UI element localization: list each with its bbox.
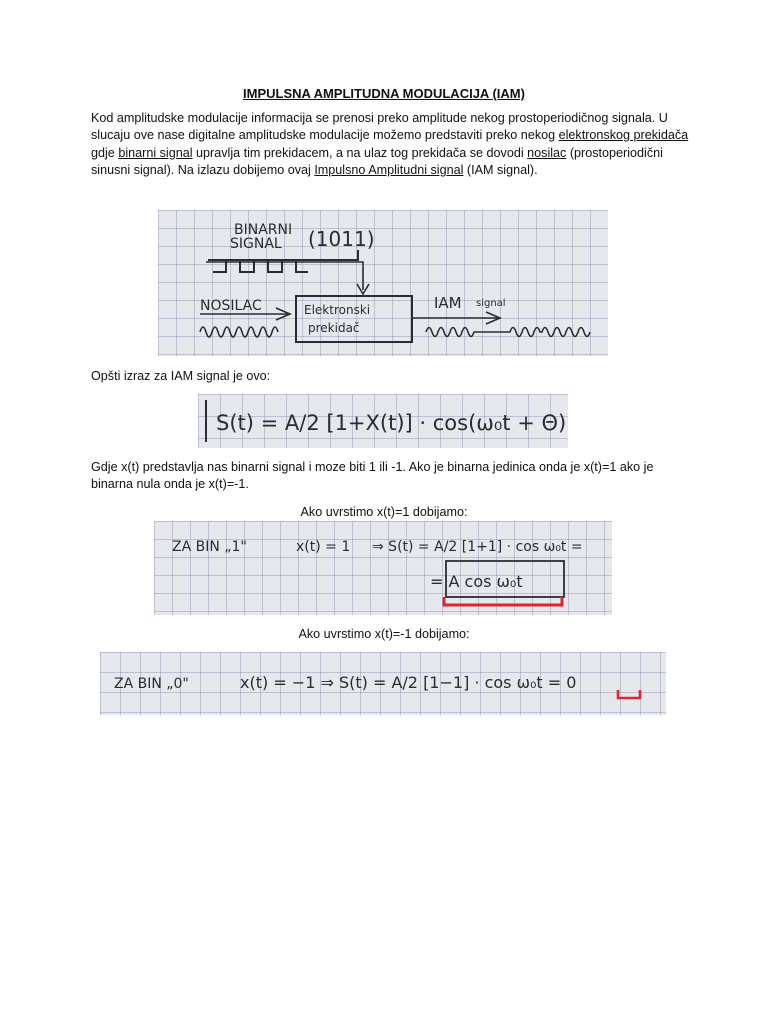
underline-carrier: nosilac xyxy=(527,145,567,160)
caption-case-one: Ako uvrstimo x(t)=1 dobijamo: xyxy=(300,505,468,519)
case-one-photo xyxy=(154,521,612,615)
iam-signal-label: signal xyxy=(476,298,506,309)
block-diagram-photo xyxy=(158,210,608,356)
case-one-xt: x(t) = 1 xyxy=(296,539,351,555)
formula-drawing xyxy=(198,394,568,448)
iam-label: IAM xyxy=(434,294,462,312)
carrier-waveform xyxy=(200,327,278,337)
page-title: IMPULSNA AMPLITUDNA MODULACIJA (IAM) xyxy=(243,86,525,101)
case-two-drawing xyxy=(100,652,666,715)
binary-label: BINARNI xyxy=(234,222,293,238)
iam-waveform xyxy=(426,328,590,337)
caption-case-two: Ako uvrstimo x(t)=-1 dobijamo: xyxy=(298,627,470,641)
formula-photo xyxy=(198,394,568,448)
underline-electronic-switch: elektronskog prekidača xyxy=(558,128,689,143)
case-one-label: ZA BIN „1" xyxy=(172,539,247,555)
case-two-line: x(t) = −1 ⇒ S(t) = A/2 [1−1] · cos ω₀t = 0 xyxy=(240,673,577,692)
case-one-result: = A cos ω₀t xyxy=(430,572,523,591)
block-diagram-drawing xyxy=(158,210,608,356)
case-one-line1: ⇒ S(t) = A/2 [1+1] · cos ω₀t = xyxy=(372,539,583,555)
intro-paragraph: Kod amplitudske modulacije informacija se prenosi preko amplitude nekog prostoperiodičnog signala. U slucaju ove nase digitalne amplitudske modulacije možemo predstaviti preko nekog elektronskog prekidača gdje binarni signal upravlja tim prekidacem, a na ulaz tog prekidača se dovodi nosilac (prostoperiodični sinusni signal). Na izlazu dobijemo ovaj Impulsno Amplitudni signal (IAM signal). xyxy=(91,111,689,178)
red-underline-mark xyxy=(444,597,562,605)
signal-label: SIGNAL xyxy=(230,236,282,252)
case-one-drawing xyxy=(154,521,612,615)
formula-text: S(t) = A/2 [1+X(t)] · cos(ω₀t + Θ) xyxy=(216,411,567,435)
switch-label-2: prekidač xyxy=(308,321,360,335)
carrier-label: NOSILAC xyxy=(200,298,262,314)
explanation-paragraph: Gdje x(t) predstavlja nas binarni signal i moze biti 1 ili -1. Ako je binarna jedinica onda je x(t)=1 ako je binarna nula onda je x(t)=-1. xyxy=(91,460,654,492)
underline-binary-signal: binarni signal xyxy=(118,145,193,160)
general-expression-label: Opšti izraz za IAM signal je ovo: xyxy=(91,369,271,383)
switch-label-1: Elektronski xyxy=(304,303,371,317)
underline-iam-signal: Impulsno Amplitudni signal xyxy=(314,163,464,178)
case-two-label: ZA BIN „0" xyxy=(114,676,189,692)
red-zero-mark xyxy=(618,690,640,698)
code-label: (1011) xyxy=(308,227,375,251)
case-two-photo xyxy=(100,652,666,715)
